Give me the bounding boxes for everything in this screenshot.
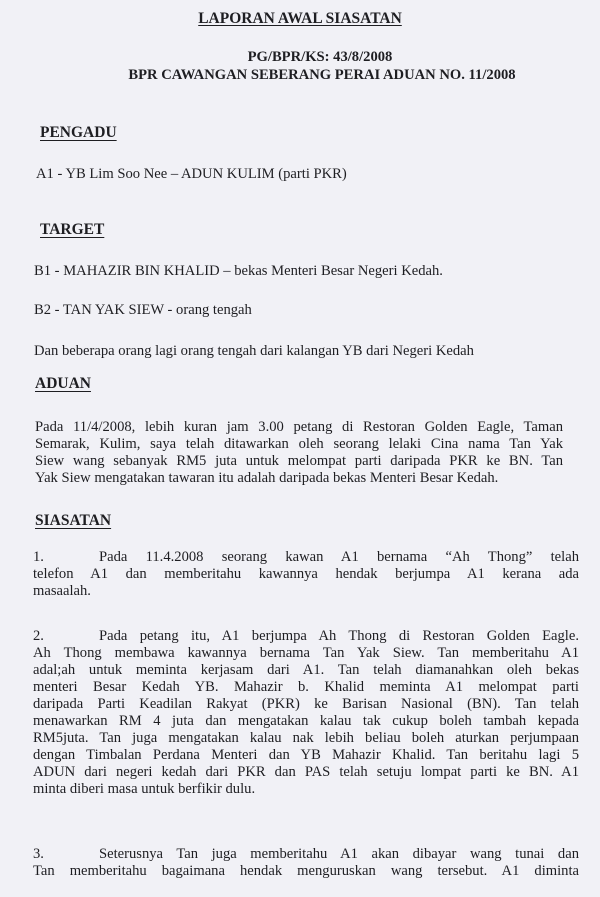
- aduan-line: Siew wang sebanyak RM5 juta untuk melompat parti daripada PKR ke BN. Tan: [35, 453, 563, 469]
- paragraph-number: 3.: [33, 846, 44, 862]
- paragraph-line: Pada petang itu, A1 berjumpa Ah Thong di Restoran Golden Eagle.: [99, 628, 579, 644]
- aduan-line: Semarak, Kulim, saya telah ditawarkan oleh seorang lelaki Cina nama Tan Yak: [35, 436, 563, 452]
- paragraph-line: Tan memberitahu bagaimana hendak menguruskan wang tersebut. A1 diminta: [33, 863, 579, 879]
- siasatan-heading: SIASATAN: [35, 512, 112, 529]
- paragraph-line: Ah Thong membawa kawannya bernama Tan Yak Siew. Tan memberitahu A1: [33, 645, 579, 661]
- paragraph-line: Pada 11.4.2008 seorang kawan A1 bernama “Ah Thong” telah: [99, 549, 579, 565]
- report-subtitle: BPR CAWANGAN SEBERANG PERAI ADUAN NO. 11/2008: [128, 67, 516, 83]
- reference-number: PG/BPR/KS: 43/8/2008: [247, 49, 393, 65]
- report-title: LAPORAN AWAL SIASATAN: [198, 10, 402, 27]
- target-note: Dan beberapa orang lagi orang tengah dari kalangan YB dari Negeri Kedah: [34, 343, 474, 359]
- target-b1: B1 - MAHAZIR BIN KHALID – bekas Menteri Besar Negeri Kedah.: [34, 263, 443, 279]
- paragraph-line: menteri Besar Kedah YB. Mahazir b. Khalid meminta A1 melompat parti: [33, 679, 579, 695]
- paragraph-line: ADUN dari negeri kedah dari PKR dan PAS telah setuju lompat parti ke BN. A1: [33, 764, 579, 780]
- paragraph-line: masaalah.: [33, 583, 91, 599]
- aduan-line: Pada 11/4/2008, lebih kuran jam 3.00 petang di Restoran Golden Eagle, Taman: [35, 419, 563, 435]
- paragraph-line: minta diberi masa untuk berfikir dulu.: [33, 781, 256, 797]
- paragraph-number: 1.: [33, 549, 44, 565]
- siasatan-paragraph-2: [33, 628, 579, 798]
- target-b2: B2 - TAN YAK SIEW - orang tengah: [34, 302, 252, 318]
- aduan-heading: ADUAN: [35, 375, 91, 392]
- siasatan-paragraph-1: [33, 549, 579, 600]
- aduan-paragraph: [35, 419, 563, 487]
- paragraph-line: menawarkan RM 4 juta dan mengatakan kalau tak cukup boleh tambah kepada: [33, 713, 579, 729]
- paragraph-line: daripada Parti Keadilan Rakyat (PKR) ke Barisan Nasional (BN). Tan telah: [33, 696, 579, 712]
- siasatan-paragraph-3: [33, 846, 579, 880]
- paragraph-line: RM5juta. Tan juga mengatakan kalau nak lebih beliau boleh aturkan perjumpaan: [33, 730, 579, 746]
- aduan-line: Yak Siew mengatakan tawaran itu adalah daripada bekas Menteri Besar Kedah.: [35, 470, 499, 486]
- paragraph-line: telefon A1 dan memberitahu kawannya hendak berjumpa A1 kerana ada: [33, 566, 579, 582]
- pengadu-line: A1 - YB Lim Soo Nee – ADUN KULIM (parti PKR): [36, 166, 347, 182]
- paragraph-number: 2.: [33, 628, 44, 644]
- paragraph-line: dengan Timbalan Perdana Menteri dan YB Mahazir Khalid. Tan beritahu lagi 5: [33, 747, 579, 763]
- target-heading: TARGET: [40, 221, 105, 238]
- pengadu-heading: PENGADU: [40, 124, 117, 141]
- paragraph-line: Seterusnya Tan juga memberitahu A1 akan dibayar wang tunai dan: [99, 846, 579, 862]
- paragraph-line: adal;ah untuk meminta kerjasam dari A1. Tan telah diamanahkan oleh bekas: [33, 662, 579, 678]
